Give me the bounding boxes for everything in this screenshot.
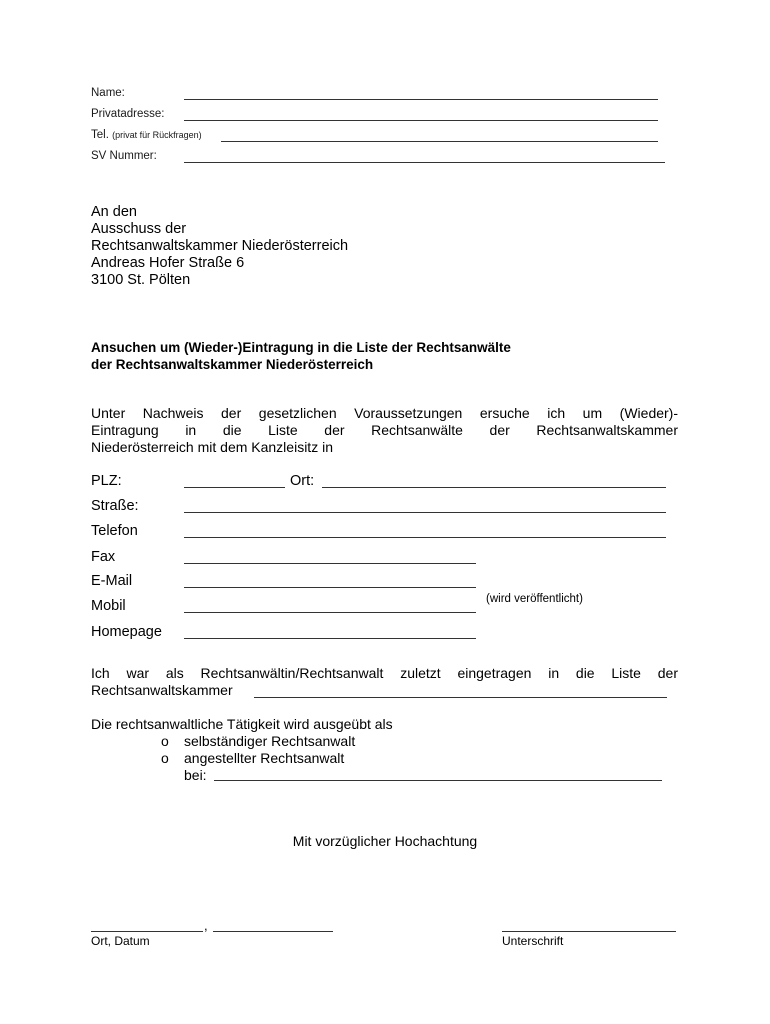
tel-label: Tel. <box>91 129 109 141</box>
email-field[interactable] <box>184 587 476 588</box>
previous-line: Ich war als Rechtsanwältin/Rechtsanwalt zuletzt eingetragen in die Liste der <box>91 665 678 681</box>
private-address-label: Privatadresse: <box>91 108 165 120</box>
previous-registration-paragraph <box>91 665 678 699</box>
homepage-label: Homepage <box>91 624 162 640</box>
document-title <box>91 339 511 373</box>
recipient-line: Rechtsanwaltskammer Niederösterreich <box>91 238 349 254</box>
mobil-field[interactable] <box>184 612 476 613</box>
name-label: Name: <box>91 87 125 99</box>
recipient-line: Andreas Hofer Straße 6 <box>91 255 245 271</box>
place-date-label: Ort, Datum <box>91 934 150 948</box>
signature-field[interactable] <box>502 931 676 932</box>
recipient-line: Ausschuss der <box>91 221 187 237</box>
tel-label-group <box>91 129 202 141</box>
plz-label: PLZ: <box>91 473 122 489</box>
place-field[interactable] <box>91 931 203 932</box>
homepage-field[interactable] <box>184 638 476 639</box>
private-address-field[interactable] <box>184 120 658 121</box>
previous-line: Rechtsanwaltskammer <box>91 682 233 698</box>
ort-field[interactable] <box>322 487 666 488</box>
option-employed: angestellter Rechtsanwalt <box>184 750 345 766</box>
name-field[interactable] <box>184 99 658 100</box>
comma-separator: , <box>204 918 208 933</box>
fax-label: Fax <box>91 549 116 565</box>
telefon-label: Telefon <box>91 523 138 539</box>
signature-label: Unterschrift <box>502 934 564 948</box>
activity-intro: Die rechtsanwaltliche Tätigkeit wird ausgeübt als <box>91 716 393 732</box>
email-label: E-Mail <box>91 573 133 589</box>
plz-field[interactable] <box>184 487 285 488</box>
option-self-employed: selbständiger Rechtsanwalt <box>184 733 356 749</box>
title-line: der Rechtsanwaltskammer Niederösterreich <box>91 357 374 372</box>
option-bullet[interactable]: o <box>161 750 169 766</box>
intro-paragraph <box>91 405 678 456</box>
intro-line: Niederösterreich mit dem Kanzleisitz in <box>91 439 333 455</box>
recipient-address <box>91 204 348 289</box>
previous-chamber-field[interactable] <box>254 697 667 698</box>
employer-field[interactable] <box>214 780 662 781</box>
strasse-field[interactable] <box>184 512 666 513</box>
employer-label: bei: <box>184 767 207 783</box>
fax-field[interactable] <box>184 563 476 564</box>
published-note: (wird veröffentlicht) <box>486 593 583 605</box>
tel-hint: (privat für Rückfragen) <box>112 130 202 140</box>
ort-label: Ort: <box>290 473 315 489</box>
strasse-label: Straße: <box>91 498 139 514</box>
option-bullet[interactable]: o <box>161 733 169 749</box>
telefon-field[interactable] <box>184 537 666 538</box>
tel-field[interactable] <box>221 141 658 142</box>
recipient-line: An den <box>91 204 137 220</box>
closing-phrase: Mit vorzüglicher Hochachtung <box>292 833 478 849</box>
sv-number-field[interactable] <box>184 162 665 163</box>
intro-line: Unter Nachweis der gesetzlichen Voraussetzungen ersuche ich um (Wieder)- <box>91 405 678 421</box>
intro-line: Eintragung in die Liste der Rechtsanwälte der Rechtsanwaltskammer <box>91 422 678 438</box>
sv-number-label: SV Nummer: <box>91 150 157 162</box>
mobil-label: Mobil <box>91 598 126 614</box>
recipient-line: 3100 St. Pölten <box>91 272 191 288</box>
date-field[interactable] <box>213 931 333 932</box>
title-line: Ansuchen um (Wieder-)Eintragung in die Liste der Rechtsanwälte <box>91 340 511 355</box>
